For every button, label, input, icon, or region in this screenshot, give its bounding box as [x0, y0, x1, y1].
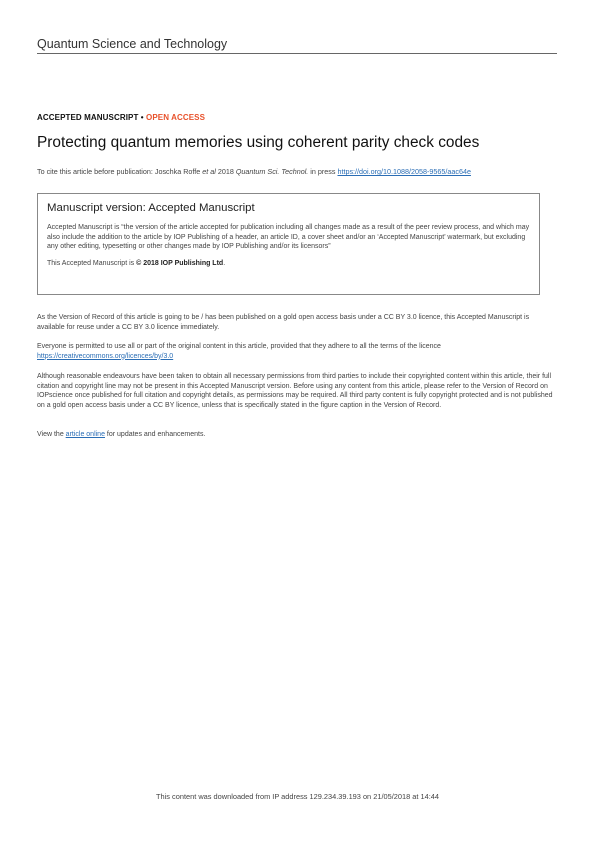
- copyright-line: [47, 260, 530, 267]
- doi-link[interactable]: https://doi.org/10.1088/2058-9565/aac64e: [337, 167, 471, 176]
- citation-et-al: et al: [202, 167, 216, 176]
- box-title: Manuscript version: Accepted Manuscript: [47, 202, 255, 214]
- copyright-holder: © 2018 IOP Publishing Ltd: [136, 259, 224, 267]
- manuscript-version-box: [37, 193, 540, 295]
- permission-paragraph: [37, 342, 557, 361]
- third-party-paragraph: Although reasonable endeavours have been taken to obtain all necessary permissions from third parties to include their copyrighted content within this article, their full citation and copyright line may not be present in this Accepted Manuscript version. Before using any content from this article, please refer to the Version of Record on IOPscience once published for full citation and copyright details, as permissions may be required. All third party content is fully copyright protected and is not published on a gold open access basis under a CC BY licence, unless that is specifically stated in the figure caption in the Version of Record.: [37, 373, 553, 409]
- permission-text: Everyone is permitted to use all or part of the original content in this article, provided that they adhere to all the terms of the licence: [37, 343, 441, 350]
- view-prefix: View the: [37, 431, 66, 438]
- access-line: [37, 113, 205, 122]
- article-online-link[interactable]: article online: [65, 431, 105, 438]
- citation-prefix: To cite this article before publication: Joschka Roffe: [37, 167, 203, 176]
- copyright-prefix: This Accepted Manuscript is: [47, 259, 137, 267]
- citation-year: 2018: [215, 167, 236, 176]
- separator-bullet: •: [138, 113, 147, 122]
- box-description: Accepted Manuscript is “the version of the article accepted for publication including all changes made as a result of the peer review process, and which may also include the addition to the article by IOP Publishing of a header, an article ID, a cover sheet and/or an ‘Accepted Manuscript’ watermark, but excluding any other editing, typesetting or other changes made by IOP Publishing and/or its licensors”: [47, 224, 530, 251]
- article-title: Protecting quantum memories using coherent parity check codes: [37, 134, 480, 151]
- copyright-suffix: .: [223, 259, 226, 267]
- citation-in-press: in press: [308, 167, 338, 176]
- licence-paragraph: As the Version of Record of this article is going to be / has been published on a gold open access basis under a CC BY 3.0 licence, this Accepted Manuscript is available for reuse under a CC BY 3.0 licence immediately.: [37, 314, 530, 331]
- open-access-label: OPEN ACCESS: [146, 113, 206, 122]
- download-footer: This content was downloaded from IP address 129.234.39.193 on 21/05/2018 at 14:44: [156, 792, 439, 801]
- licence-link[interactable]: https://creativecommons.org/licences/by/3.0: [37, 352, 174, 360]
- view-suffix: for updates and enhancements.: [104, 431, 206, 438]
- citation-journal: Quantum Sci. Technol.: [235, 167, 309, 176]
- journal-name: Quantum Science and Technology: [37, 37, 557, 54]
- accepted-manuscript-label: ACCEPTED MANUSCRIPT: [37, 113, 139, 122]
- view-online-paragraph: [37, 430, 557, 440]
- citation-line: [37, 167, 567, 176]
